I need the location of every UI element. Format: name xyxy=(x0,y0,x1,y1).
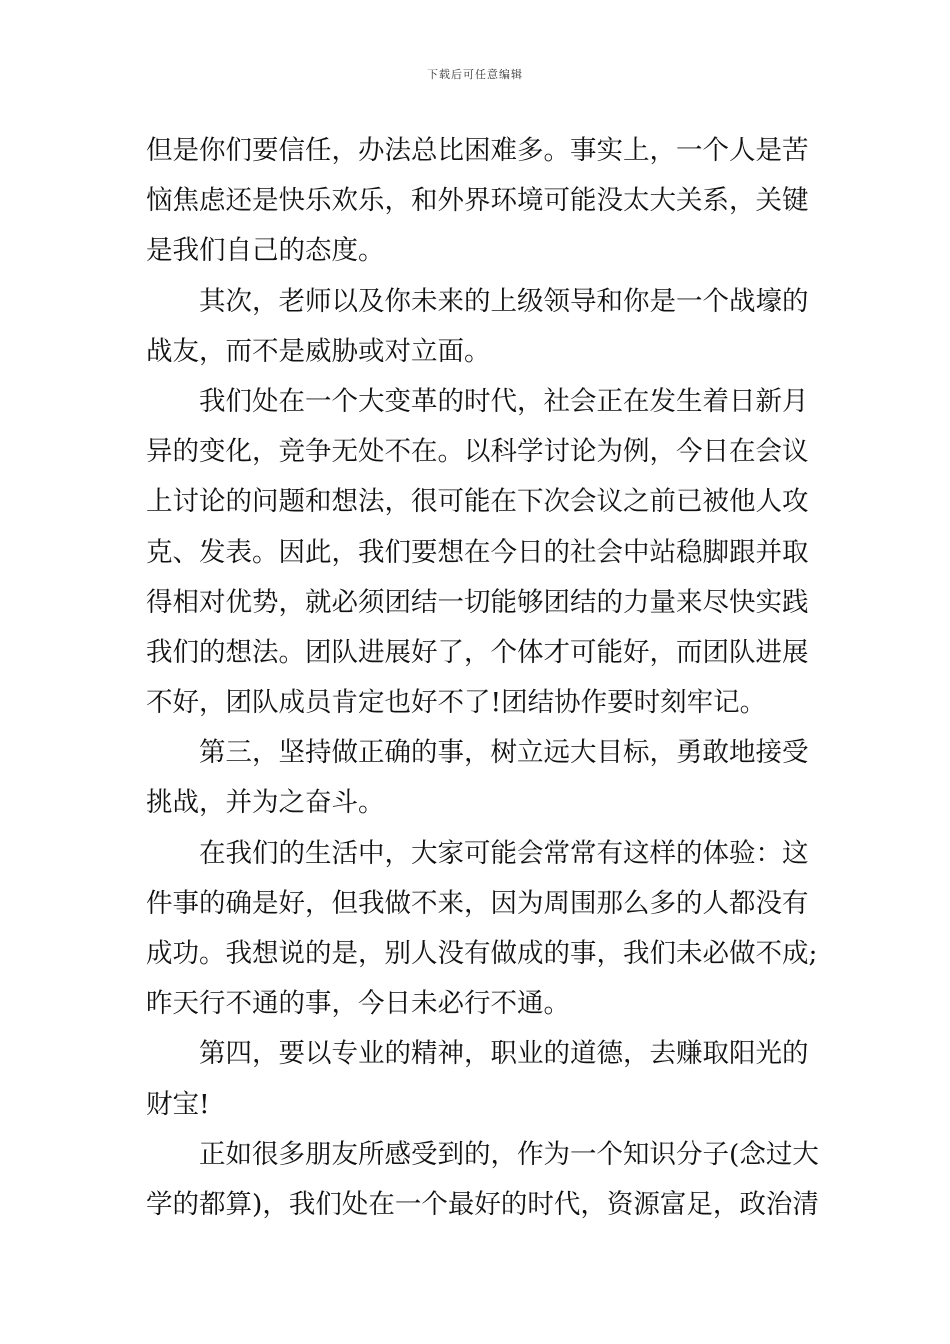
text-line: 学的都算)，我们处在一个最好的时代，资源富足，政治清 xyxy=(146,1188,819,1220)
text-line: 挑战，并为之奋斗。 xyxy=(146,787,385,819)
text-line: 财宝! xyxy=(146,1088,210,1120)
text-line: 件事的确是好，但我做不来，因为周围那么多的人都没有 xyxy=(146,887,809,919)
text-line: 战友，而不是威胁或对立面。 xyxy=(146,335,491,367)
text-line: 我们处在一个大变革的时代，社会正在发生着日新月 xyxy=(199,385,809,417)
text-line: 异的变化，竞争无处不在。以科学讨论为例，今日在会议 xyxy=(146,436,809,468)
text-line: 不好，团队成员肯定也好不了!团结协作要时刻牢记。 xyxy=(146,687,767,719)
text-line: 成功。我想说的是，别人没有做成的事，我们未必做不成; xyxy=(146,938,818,969)
text-line: 正如很多朋友所感受到的，作为一个知识分子(念过大 xyxy=(199,1138,819,1170)
text-line: 恼焦虑还是快乐欢乐，和外界环境可能没太大关系，关键 xyxy=(146,185,809,217)
text-line: 克、发表。因此，我们要想在今日的社会中站稳脚跟并取 xyxy=(146,536,809,568)
download-note: 下载后可任意编辑 xyxy=(427,68,523,81)
text-line: 第三，坚持做正确的事，树立远大目标，勇敢地接受 xyxy=(199,737,809,769)
text-line: 其次，老师以及你未来的上级领导和你是一个战壕的 xyxy=(199,285,809,317)
text-line: 我们的想法。团队进展好了，个体才可能好，而团队进展 xyxy=(146,636,809,668)
text-line: 第四，要以专业的精神，职业的道德，去赚取阳光的 xyxy=(199,1038,809,1070)
text-line: 在我们的生活中，大家可能会常常有这样的体验：这 xyxy=(199,837,809,869)
body-text xyxy=(146,126,819,1230)
text-line: 上讨论的问题和想法，很可能在下次会议之前已被他人攻 xyxy=(146,486,809,518)
text-line: 但是你们要信任，办法总比困难多。事实上，一个人是苦 xyxy=(146,135,809,166)
text-line: 昨天行不通的事，今日未必行不通。 xyxy=(146,988,570,1020)
text-line: 得相对优势，就必须团结一切能够团结的力量来尽快实践 xyxy=(146,586,809,618)
text-line: 是我们自己的态度。 xyxy=(146,235,385,267)
